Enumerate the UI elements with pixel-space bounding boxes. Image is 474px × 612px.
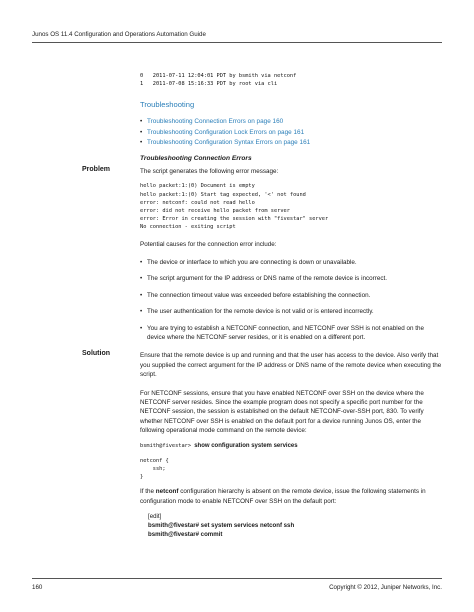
toc-link-connection-errors[interactable]: • Troubleshooting Connection Errors on page 160	[140, 117, 442, 128]
problem-intro: The script generates the following error message:	[140, 167, 279, 175]
cause-item: • The user authentication for the remote device is not valid or is entered incorrectly.	[140, 307, 442, 316]
cause-item: • The connection timeout value was exceeded before establishing the connection.	[140, 291, 442, 300]
cli-prompt: bsmith@fivestar>	[140, 442, 195, 449]
running-header: Junos OS 11.4 Configuration and Operations Automation Guide	[32, 31, 206, 38]
config-command-line: bsmith@fivestar# commit	[148, 531, 223, 539]
error-output-line: error: Error in creating the session with "fivestar" server	[140, 216, 329, 223]
footer-divider	[32, 578, 442, 579]
main-content	[82, 72, 442, 539]
show-command-line	[140, 442, 442, 451]
toc-link-list	[140, 117, 442, 149]
problem-block	[82, 165, 442, 342]
config-commands-block	[148, 512, 442, 539]
netconf-output-line: netconf {	[140, 457, 169, 464]
copyright-notice: Copyright © 2012, Juniper Networks, Inc.	[329, 584, 442, 591]
causes-intro: Potential causes for the connection error include:	[140, 240, 277, 248]
netconf-output-line: }	[140, 474, 144, 481]
netconf-keyword: netconf	[155, 488, 179, 496]
netconf-output-block	[140, 457, 442, 482]
page-number: 160	[32, 584, 43, 591]
causes-list	[140, 258, 442, 342]
toc-link-lock-errors[interactable]: • Troubleshooting Configuration Lock Errors on page 161	[140, 128, 442, 139]
error-output-line: error: netconf: could not read hello	[140, 199, 255, 206]
config-command-line: [edit]	[148, 513, 162, 521]
cause-item: • The script argument for the IP address or DNS name of the remote device is incorrect.	[140, 274, 442, 283]
toc-link-syntax-errors[interactable]: • Troubleshooting Configuration Syntax Errors on page 161	[140, 138, 442, 149]
solution-label: Solution	[82, 350, 110, 358]
section-title-troubleshooting: Troubleshooting	[140, 100, 195, 110]
cause-item: • You are trying to establish a NETCONF connection, and NETCONF over SSH is not enabled on the device where the NETCONF server resides, or it is enabled on a different port.	[140, 324, 442, 343]
cause-item: • The device or interface to which you are connecting is down or unavailable.	[140, 258, 442, 267]
cli-command: show configuration system services	[194, 442, 298, 449]
error-output-line: hello packet:1:(0) Document is empty	[140, 183, 255, 190]
commit-log-line: 1 2011-07-08 15:16:33 PDT by root via cli	[140, 81, 278, 88]
p3-before: If the	[140, 488, 156, 496]
netconf-output-line: ssh;	[140, 465, 166, 472]
commit-log-line: 0 2011-07-11 12:04:01 PDT by bsmith via netconf	[140, 73, 297, 79]
problem-label: Problem	[82, 165, 111, 173]
p3-after: configuration hierarchy is absent on the remote device, issue the following statements in configuration mode to enable NETCONF over SSH on the default port:	[140, 488, 426, 505]
solution-paragraph	[140, 487, 442, 506]
solution-paragraph: For NETCONF sessions, ensure that you have enabled NETCONF over SSH on the device where the NETCONF server resides. Since the example program does not specify a specific port number for the NETCONF session, the session is established on the default NETCONF-over-SSH port, 830. To verify whether NETCONF over SSH is enabled on the default port for a device running Junos OS, enter the following operational mode command on the remote device:	[140, 389, 424, 435]
solution-block	[82, 350, 442, 539]
error-output-line: error: did not receive hello packet from server	[140, 207, 290, 214]
solution-paragraph: Ensure that the remote device is up and running and that the user has access to the device. Also verify that you supplied the correct argument for the IP address or DNS name of the remote device when executing the script.	[140, 352, 442, 379]
error-output-line: No connection - exiting script	[140, 224, 236, 231]
config-command-line: bsmith@fivestar# set system services netconf ssh	[148, 522, 295, 530]
error-output-line: hello packet:1:(0) Start tag expected, '<' not found	[140, 191, 306, 198]
header-divider	[32, 42, 442, 43]
subsection-heading: Troubleshooting Connection Errors	[140, 154, 252, 162]
error-output-block	[140, 182, 442, 231]
